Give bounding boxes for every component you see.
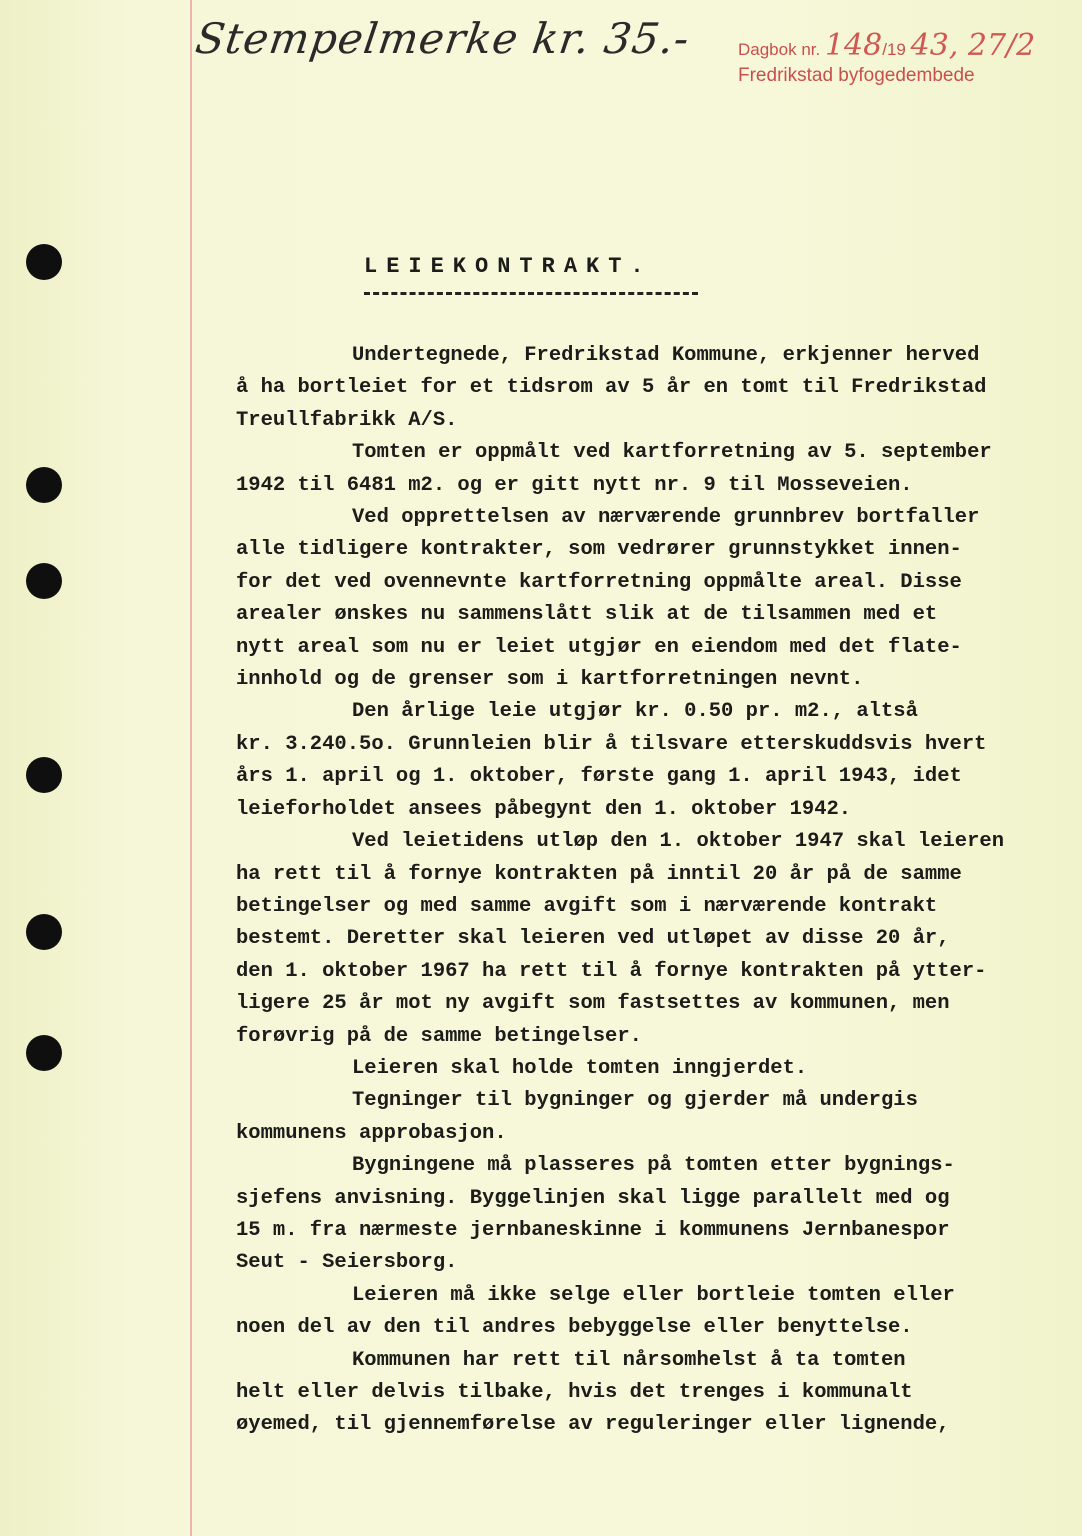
text-line: ha rett til å fornye kontrakten på inntil 20 år på de samme xyxy=(236,862,962,886)
punch-hole xyxy=(26,244,62,280)
text-line: Den årlige leie utgjør kr. 0.50 pr. m2., altså xyxy=(352,700,918,724)
text-line: leieforholdet ansees påbegynt den 1. oktober 1942. xyxy=(236,797,852,821)
text-line: den 1. oktober 1967 ha rett til å fornye kontrakten på ytter- xyxy=(236,959,987,983)
register-number: 148 xyxy=(824,28,883,63)
text-line: års 1. april og 1. oktober, første gang 1. april 1943, idet xyxy=(236,765,962,789)
stamp-duty-note: Stempelmerke kr. 35.- xyxy=(192,14,693,63)
text-line: Leieren skal holde tomten inngjerdet. xyxy=(352,1056,808,1080)
text-line: alle tidligere kontrakter, som vedrører grunnstykket innen- xyxy=(236,538,962,562)
text-line: Leieren må ikke selge eller bortleie tomten eller xyxy=(352,1283,955,1307)
document-title: LEIEKONTRAKT. xyxy=(364,254,653,279)
punch-hole xyxy=(26,914,62,950)
text-line: Treullfabrikk A/S. xyxy=(236,408,458,432)
text-line: Undertegnede, Fredrikstad Kommune, erkjenner herved xyxy=(352,344,980,367)
text-line: Seut - Seiersborg. xyxy=(236,1251,458,1275)
punch-hole xyxy=(26,467,62,503)
text-line: å ha bortleiet for et tidsrom av 5 år en tomt til Fredrikstad xyxy=(236,376,987,400)
register-label: Dagbok nr. xyxy=(738,40,821,59)
text-line: kr. 3.240.5o. Grunnleien blir å tilsvare etterskuddsvis hvert xyxy=(236,732,987,756)
text-line: Ved leietidens utløp den 1. oktober 1947 skal leieren xyxy=(352,830,1005,854)
text-line: bestemt. Deretter skal leieren ved utløpet av disse 20 år, xyxy=(236,927,950,951)
text-line: nytt areal som nu er leiet utgjør en eiendom med det flate- xyxy=(236,635,962,659)
register-year-label: /19 xyxy=(882,40,906,59)
text-line: Bygningene må plasseres på tomten etter bygnings- xyxy=(352,1154,955,1178)
punch-hole xyxy=(26,757,62,793)
text-line: sjefens anvisning. Byggelinjen skal ligge parallelt med og xyxy=(236,1186,950,1210)
text-line: arealer ønskes nu sammenslått slik at de tilsammen med et xyxy=(236,603,938,627)
register-stamp xyxy=(738,28,1035,87)
text-line: Ved opprettelsen av nærværende grunnbrev bortfaller xyxy=(352,506,980,530)
register-date: 43, 27/2 xyxy=(910,28,1036,63)
text-line: helt eller delvis tilbake, hvis det trenges i kommunalt xyxy=(236,1381,913,1404)
text-line: Kommunen har rett til nårsomhelst å ta tomten xyxy=(352,1348,906,1372)
title-underline xyxy=(364,292,698,295)
text-line: 15 m. fra nærmeste jernbaneskinne i kommunens Jernbanespor xyxy=(236,1218,950,1242)
margin-line xyxy=(190,0,192,1536)
text-line: kommunens approbasjon. xyxy=(236,1121,507,1145)
text-line: Tomten er oppmålt ved kartforretning av 5. september xyxy=(352,441,992,465)
text-line: 1942 til 6481 m2. og er gitt nytt nr. 9 til Mosseveien. xyxy=(236,473,913,497)
punch-hole xyxy=(26,563,62,599)
contract-body xyxy=(236,340,1046,1442)
text-line: innhold og de grenser som i kartforretningen nevnt. xyxy=(236,668,864,692)
text-line: forøvrig på de samme betingelser. xyxy=(236,1024,642,1048)
office-name: Fredrikstad byfogedembede xyxy=(738,65,975,86)
text-line: noen del av den til andres bebyggelse eller benyttelse. xyxy=(236,1316,913,1340)
text-line: ligere 25 år mot ny avgift som fastsettes av kommunen, men xyxy=(236,992,950,1016)
text-line: betingelser og med samme avgift som i nærværende kontrakt xyxy=(236,894,938,918)
punch-hole xyxy=(26,1035,62,1071)
text-line: Tegninger til bygninger og gjerder må undergis xyxy=(352,1089,918,1113)
text-line: øyemed, til gjennemførelse av reguleringer eller lignende, xyxy=(236,1413,950,1437)
text-line: for det ved ovennevnte kartforretning oppmålte areal. Disse xyxy=(236,570,962,594)
